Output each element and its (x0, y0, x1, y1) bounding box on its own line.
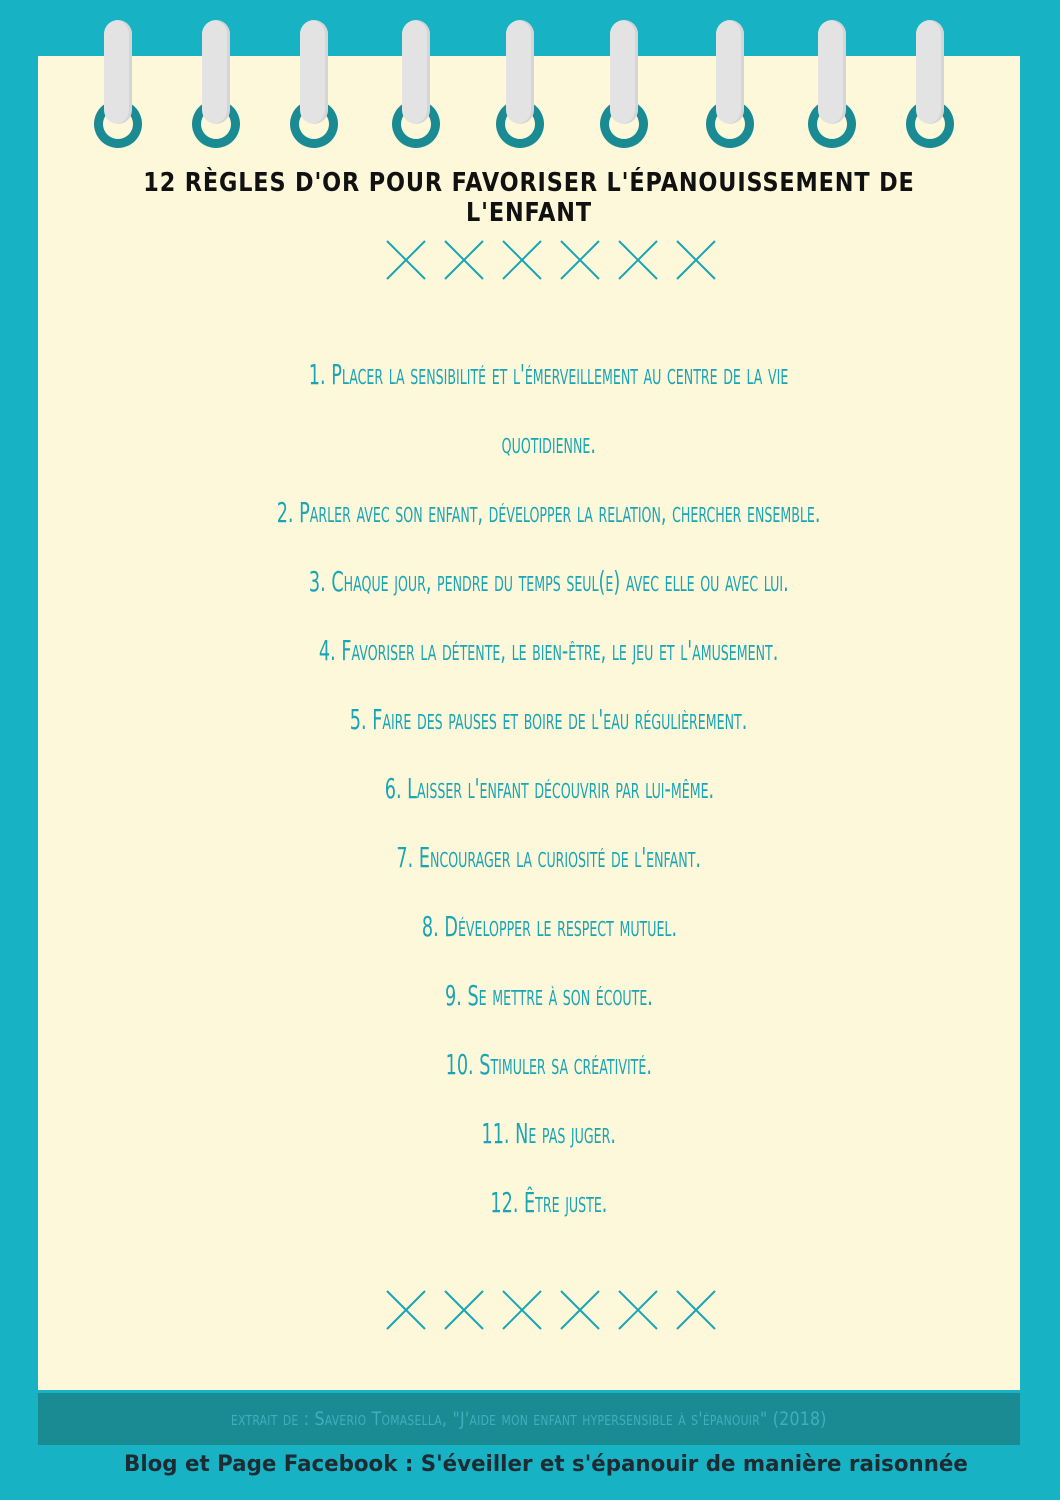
bottom-cross-divider-icon (384, 1288, 724, 1334)
rule-item: 12. Être juste. (490, 1186, 608, 1219)
spiral-ring-icon (604, 20, 644, 144)
cross-mark-icon (619, 241, 657, 279)
cross-mark-icon (561, 1291, 599, 1329)
top-divider (384, 238, 724, 284)
rule-item: 2. Parler avec son enfant, développer la relation, chercher ensemble. (277, 496, 821, 529)
spiral-ring-icon (710, 20, 750, 144)
footer-credit (0, 1452, 1060, 1477)
cross-mark-icon (445, 241, 483, 279)
spiral-ring-icon (294, 20, 334, 144)
cross-mark-icon (387, 241, 425, 279)
rule-item: 4. Favoriser la détente, le bien-être, le jeu et l'amusement. (319, 634, 779, 667)
page-title: 12 RÈGLES D'OR POUR FAVORISER L'ÉPANOUISSEMENT DE L'ENFANT (143, 168, 915, 228)
spiral-ring-icon (196, 20, 236, 144)
rule-item: 7. Encourager la curiosité de l'enfant. (396, 841, 702, 874)
cross-mark-icon (445, 1291, 483, 1329)
top-cross-divider-icon (384, 238, 724, 284)
spiral-ring-icon (98, 20, 138, 144)
source-citation: extrait de : Saverio Tomasella, "J'aide mon enfant hypersensible à s'épanouir" (2018) (231, 1408, 827, 1430)
rule-item: 5. Faire des pauses et boire de l'eau régulièrement. (350, 703, 748, 736)
rule-item: 11. Ne pas juger. (481, 1117, 617, 1150)
cross-mark-icon (503, 1291, 541, 1329)
cross-mark-icon (677, 241, 715, 279)
rule-item: 8. Développer le respect mutuel. (421, 910, 677, 943)
cross-mark-icon (503, 241, 541, 279)
spiral-ring-icon (500, 20, 540, 144)
rule-item: 10. Stimuler sa créativité. (445, 1048, 653, 1081)
rule-item: 6. Laisser l'enfant découvrir par lui-même. (384, 772, 714, 805)
footer-text: Blog et Page Facebook : S'éveiller et s'épanouir de manière raisonnée (124, 1452, 968, 1477)
cross-mark-icon (677, 1291, 715, 1329)
spiral-ring-icon (910, 20, 950, 144)
cross-mark-icon (387, 1291, 425, 1329)
cross-mark-icon (619, 1291, 657, 1329)
rule-item: 9. Se mettre à son écoute. (445, 979, 653, 1012)
rules-list (38, 340, 1060, 1237)
spiral-ring-icon (396, 20, 436, 144)
bottom-divider (384, 1288, 724, 1334)
spiral-ring-icon (812, 20, 852, 144)
rule-item: 3. Chaque jour, pendre du temps seul(e) avec elle ou avec lui. (309, 565, 789, 598)
rule-item: quotidienne. (501, 427, 597, 460)
rule-item: 1. Placer la sensibilité et l'émerveillement au centre de la vie (309, 358, 789, 391)
cross-mark-icon (561, 241, 599, 279)
source-band (38, 1393, 1020, 1445)
